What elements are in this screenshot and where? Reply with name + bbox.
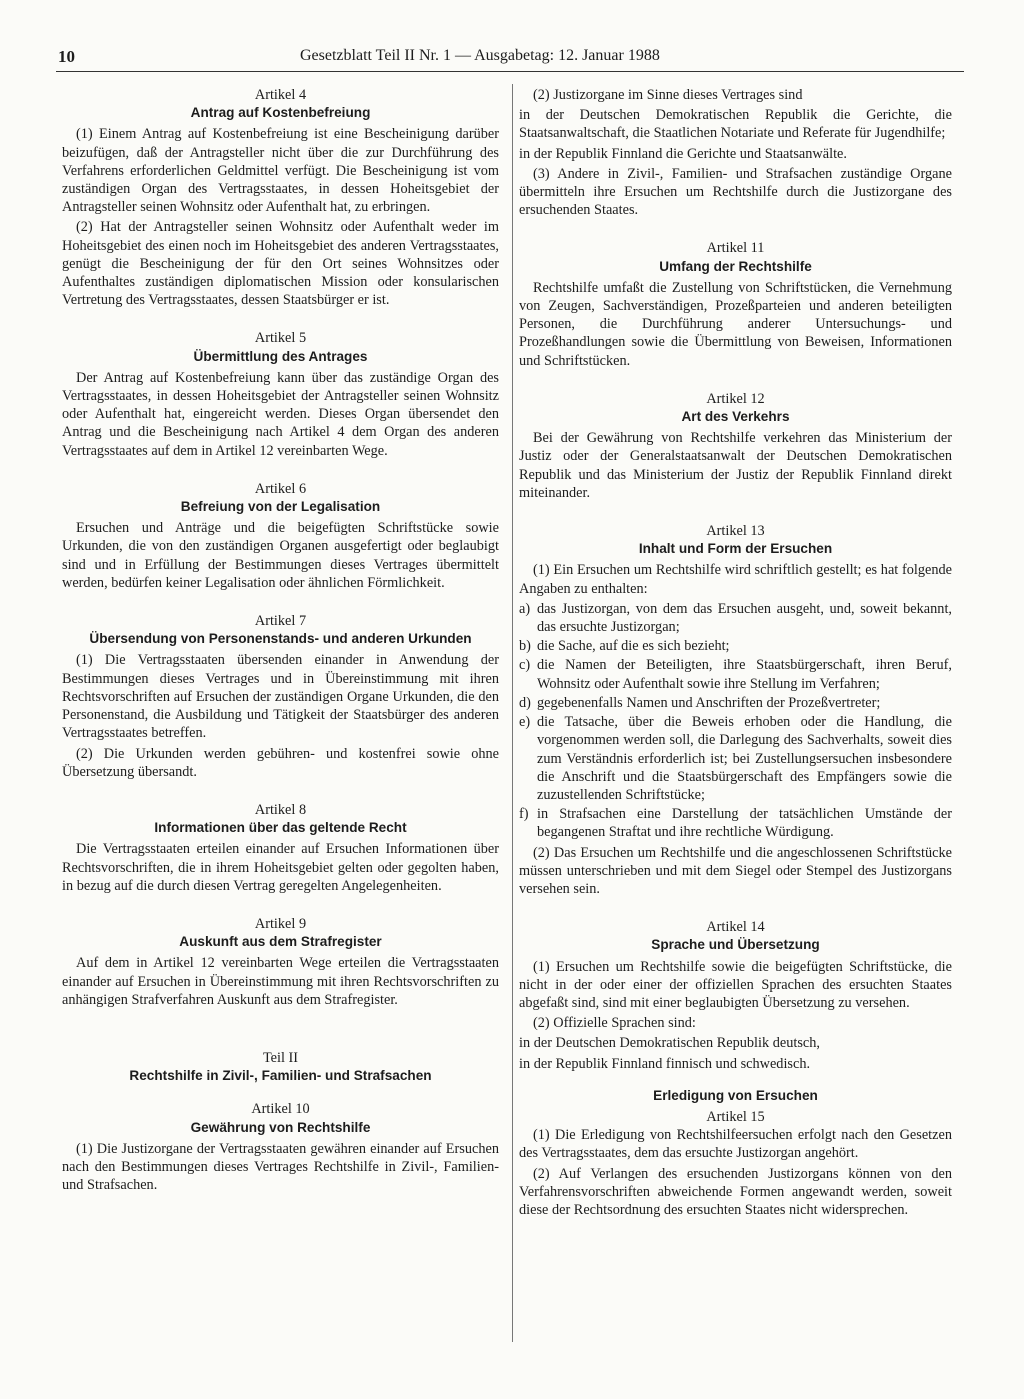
article-number: Artikel 5 [254, 330, 307, 347]
paragraph: (2) Justizorgane im Sinne dieses Vertrages sind [533, 87, 803, 103]
list-item [519, 713, 952, 804]
article-8 [62, 801, 499, 895]
paragraph: (1) Die Vertragsstaaten übersenden einander in Anwendung der Bestimmungen dieses Vertrages und in Übereinstimmung mit ihren Rechtsvorschriften auf Ersuchen der zuständigen Organe Urkunden, die den Personenstand, die Ausbildung und Tätigkeit der Staatsbürger des anderen Vertragsstaates betreffen. [62, 652, 499, 742]
article-number: Artikel 12 [706, 390, 765, 407]
article-10 [62, 1100, 499, 1194]
header-rule [56, 71, 964, 72]
paragraph: (1) Ersuchen um Rechtshilfe sowie die beigefügten Schriftstücke, die nicht in der oder einer der offiziellen Sprachen des ersuchten Staates abgefaßt sind, sind mit einer beglaubigten Übersetzung zu versehen. [519, 958, 952, 1011]
list-item-text: gegebenenfalls Namen und Anschriften der Prozeßvertreter; [537, 694, 881, 711]
article-title: Informationen über das geltende Recht [154, 820, 407, 836]
article-14 [519, 918, 952, 1073]
paragraph: Auf dem in Artikel 12 vereinbarten Wege erteilen die Vertragsstaaten einander auf Ersuchen in Übereinstimmung mit ihren Rechtsvorschriften zu anhängigen Strafverfahren Auskunft aus dem Strafregister. [62, 955, 499, 1008]
list-item-label: e) [519, 714, 531, 731]
paragraph: in der Republik Finnland finnisch und schwedisch. [519, 1055, 811, 1072]
page-header [0, 47, 1024, 71]
part-title: Rechtshilfe in Zivil-, Familien- und Strafsachen [129, 1068, 432, 1084]
article-title: Übermittlung des Antrages [193, 348, 368, 364]
article-title: Gewährung von Rechtshilfe [190, 1119, 371, 1135]
article-number: Artikel 7 [254, 613, 307, 630]
article-title: Auskunft aus dem Strafregister [179, 934, 382, 950]
article-title: Befreiung von der Legalisation [180, 499, 381, 515]
article-11 [519, 239, 952, 369]
article-number: Artikel 8 [254, 801, 307, 818]
paragraph: Der Antrag auf Kostenbefreiung kann über das zuständige Organ des Vertragsstaates, in dessen Hoheitsgebiet der Antragsteller seinen Wohnsitz oder Aufenthalt hat, eingereicht werden. Dieses Organ übersendet den Antrag und die Bescheinigung nach Artikel 4 dem Organ des anderen Vertragsstaates auf dem in Artikel 12 vereinbarten Wege. [62, 369, 499, 459]
paragraph: in der Republik Finnland die Gerichte und Staatsanwälte. [519, 145, 847, 162]
article-15 [519, 1087, 952, 1219]
article-12 [519, 390, 952, 502]
paragraph: (2) Die Urkunden werden gebühren- und kostenfrei sowie ohne Übersetzung übersandt. [62, 745, 499, 780]
paragraph: (1) Die Erledigung von Rechtshilfeersuchen erfolgt nach den Gesetzen des Vertragsstaates, dem das ersuchte Justizorgan angehört. [519, 1127, 952, 1162]
article-title: Inhalt und Form der Ersuchen [638, 541, 833, 557]
list-item-label: c) [519, 657, 531, 674]
list-item-text: die Namen der Beteiligten, ihre Staatsbürgerschaft, ihren Beruf, Wohnsitz oder Aufenthalt sowie ihre Stellung im Verfahren; [537, 657, 952, 692]
paragraph: (2) Hat der Antragsteller seinen Wohnsitz oder Aufenthalt weder im Hoheitsgebiet des einen noch im Hoheitsgebiet des anderen Vertragsstaates, genügt die Bescheinigung der für den Ort seines Wohnsitzes oder Aufenthaltes zuständigen diplomatischen Mission oder konsularischen Vertretung des Vertragsstaates, dessen Staatsbürger er ist. [62, 219, 499, 309]
paragraph: (1) Die Justizorgane der Vertragsstaaten gewähren einander auf Ersuchen nach den Bestimmungen dieses Vertrages Rechtshilfe in Zivil-, Familien- und Strafsachen. [62, 1140, 499, 1194]
right-column [519, 86, 952, 1221]
list-item [519, 600, 952, 636]
list-item-text: in Strafsachen eine Darstellung der tatsächlichen Umstände der begangenen Straftat und ihre rechtliche Würdigung. [537, 806, 952, 841]
list-item-label: b) [519, 638, 531, 655]
list-item-text: die Sache, auf die es sich bezieht; [537, 638, 730, 655]
article-number: Artikel 10 [251, 1101, 310, 1118]
list-item [519, 805, 952, 841]
paragraph: (1) Ein Ersuchen um Rechtshilfe wird schriftlich gestellt; es hat folgende Angaben zu enthalten: [519, 562, 952, 597]
list-item [519, 637, 952, 655]
article-5 [62, 329, 499, 459]
article-title: Übersendung von Personenstands- und anderen Urkunden [89, 631, 472, 647]
paragraph: (1) Einem Antrag auf Kostenbefreiung ist eine Bescheinigung darüber beizufügen, daß der Antragsteller nicht über die zur Durchführung des Verfahrens erforderlichen Geldmittel verfügt. Die Bescheinigung ist vom zuständigen Organ des Vertragsstaates, in dessen Hoheitsgebiet der Antragsteller seinen Wohnsitz oder Aufenthalt hat, zu erbringen. [62, 126, 499, 216]
article-number: Artikel 4 [254, 87, 307, 103]
article-number: Artikel 15 [706, 1108, 765, 1125]
left-column [62, 86, 499, 1196]
list-item-text: das Justizorgan, von dem das Ersuchen ausgeht, und, soweit bekannt, das ersuchte Justizorgan; [537, 600, 952, 636]
part-2 [62, 1049, 499, 1085]
paragraph: in der Deutschen Demokratischen Republik die Gerichte, die Staatsanwaltschaft, die Staatlichen Notariate und Referate für Jugendhilfe; [519, 107, 952, 142]
article-6 [62, 480, 499, 592]
paragraph: (2) Offizielle Sprachen sind: [533, 1015, 696, 1032]
article-number: Artikel 14 [706, 919, 765, 936]
list-item [519, 656, 952, 692]
article-title: Erledigung von Ersuchen [653, 1087, 818, 1103]
list-item-label: f) [519, 806, 529, 823]
paragraph: in der Deutschen Demokratischen Republik deutsch, [519, 1035, 820, 1052]
article-number: Artikel 11 [706, 240, 765, 257]
paragraph: (2) Auf Verlangen des ersuchenden Justizorgans können von den Verfahrensvorschriften abweichende Formen angewandt werden, soweit diese der Rechtsordnung des ersuchten Staates nicht widersprechen. [519, 1165, 952, 1218]
requirements-list [519, 600, 952, 842]
paragraph: Bei der Gewährung von Rechtshilfe verkehren das Ministerium der Justiz oder der Generalstaatsanwalt der Deutschen Demokratischen Republik und das Ministerium der Justiz der Republik Finnland direkt miteinander. [519, 430, 952, 501]
page-title: Gesetzblatt Teil II Nr. 1 — Ausgabetag: 12. Januar 1988 [300, 47, 660, 64]
list-item-label: a) [519, 600, 531, 617]
paragraph: Rechtshilfe umfaßt die Zustellung von Schriftstücken, die Vernehmung von Zeugen, Sachverständigen, Prozeßparteien und anderen beteiligten Personen, die Durchführung anderer Untersuchungs- und Prozeßhandlungen sowie die Übermittlung von Beweisen, Informationen und Schriftstücken. [519, 279, 952, 369]
article-title: Antrag auf Kostenbefreiung [190, 105, 371, 121]
column-divider [512, 84, 513, 1342]
article-title: Art des Verkehrs [681, 409, 790, 425]
paragraph: (3) Andere in Zivil-, Familien- und Strafsachen zuständige Organe übermitteln ihre Ersuchen um Rechtshilfe durch die Justizorgane des ersuchenden Staates. [519, 165, 952, 219]
paragraph: Die Vertragsstaaten erteilen einander auf Ersuchen Informationen über Rechtsvorschriften, die in ihrem Hoheitsgebiet gelten oder gegolten haben, in bezug auf die durch diesen Vertrag geregelten Angelegenheiten. [62, 841, 499, 894]
article-number: Artikel 9 [254, 915, 307, 932]
article-title: Umfang der Rechtshilfe [659, 258, 812, 274]
list-item [519, 694, 952, 712]
page-number: 10 [58, 47, 75, 66]
list-item-label: d) [519, 694, 531, 711]
article-9 [62, 915, 499, 1009]
article-4 [62, 86, 499, 309]
article-10-continued [519, 86, 952, 219]
article-title: Sprache und Übersetzung [651, 937, 820, 953]
article-number: Artikel 13 [706, 523, 765, 540]
paragraph: Ersuchen und Anträge und die beigefügten Schriftstücke sowie Urkunden, die von den zuständigen Organen ausgefertigt oder beglaubigt sind und in Erfüllung der Bestimmungen dieses Vertrages übermittelt werden, bedürfen keiner Legalisation oder ähnlichen Förmlichkeit. [62, 520, 499, 591]
list-item-text: die Tatsache, über die Beweis erhoben oder die Handlung, die vorgenommen werden soll, die Darlegung des Sachverhalts, soweit dies zum Verständnis erforderlich ist; bei Zustellungsersuchen insbesondere die Anschrift und die Staatsbürgerschaft des Empfängers sowie die zuzustellenden Schriftstücke; [537, 714, 952, 803]
part-number: Teil II [262, 1049, 299, 1066]
article-7 [62, 612, 499, 781]
article-13 [519, 522, 952, 898]
article-number: Artikel 6 [254, 480, 307, 497]
paragraph: (2) Das Ersuchen um Rechtshilfe und die angeschlossenen Schriftstücke müssen unterschrieben und mit dem Siegel oder Stempel des Justizorgans versehen sein. [519, 844, 952, 897]
